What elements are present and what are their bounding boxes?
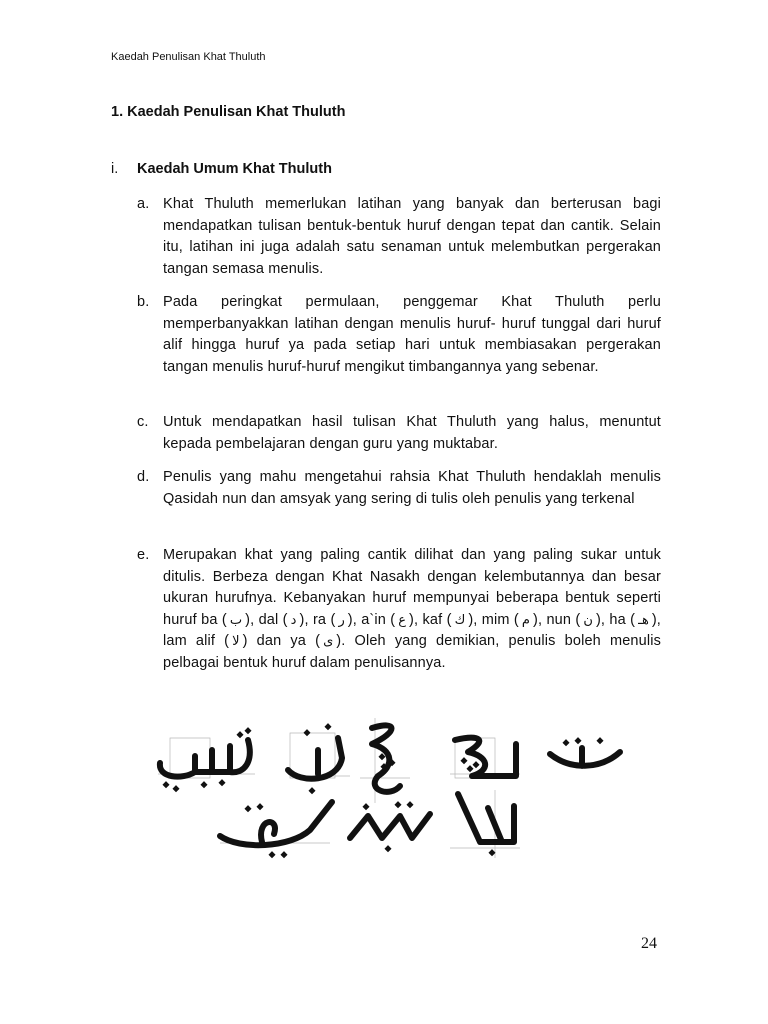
text-run: ), mim ( xyxy=(468,611,519,628)
list-item-e xyxy=(137,545,661,674)
list-item-text xyxy=(163,545,661,674)
arabic-letter-mim: م xyxy=(521,612,530,628)
arabic-letter-ra: ر xyxy=(338,612,345,628)
list-item-label: b. xyxy=(137,294,150,310)
arabic-letter-ya: ى xyxy=(323,634,334,649)
arabic-letter-nun: ن xyxy=(583,612,593,628)
list-item-text: Untuk mendapatkan hasil tulisan Khat Thuluth yang halus, menuntut kepada pembelajaran dengan guru yang muktabar. xyxy=(163,414,661,452)
calligraphy-thuluth-letter-forms-icon xyxy=(150,718,640,868)
list-item-label: c. xyxy=(137,414,149,430)
text-run: ), a`in ( xyxy=(347,611,396,628)
text-run: ). Oleh yang demikian, penulis boleh menulis pelbagai bentuk huruf dalam penulisannya. xyxy=(163,633,661,671)
text-run: ), ha ( xyxy=(595,611,636,628)
page-number: 24 xyxy=(641,935,657,952)
text-run: Merupakan khat yang paling cantik dilihat dan yang paling sukar untuk ditulis. Berbeza dengan Khat Nasakh dengan kelembutannya dan besar ukuran hurufnya. Kebanyakan huruf mempunyai beberapa bentuk seperti huruf ba ( xyxy=(163,547,661,628)
list-item-label: e. xyxy=(137,547,150,563)
list-item-b xyxy=(137,292,661,378)
running-header: Kaedah Penulisan Khat Thuluth xyxy=(111,51,266,63)
subsection-number: i. xyxy=(111,161,119,177)
subsection-title: Kaedah Umum Khat Thuluth xyxy=(137,161,332,177)
list-item-label: d. xyxy=(137,469,150,485)
text-run: ), ra ( xyxy=(299,611,336,628)
text-run: ), dal ( xyxy=(245,611,288,628)
section-title: 1. Kaedah Penulisan Khat Thuluth xyxy=(111,104,346,120)
list-item-d xyxy=(137,467,661,510)
list-item-c xyxy=(137,412,661,455)
text-run: ), nun ( xyxy=(532,611,581,628)
arabic-letter-dal: د xyxy=(290,612,297,628)
list-item-label: a. xyxy=(137,196,150,212)
arabic-letter-ha: هـ xyxy=(638,612,649,628)
list-item-a xyxy=(137,194,661,280)
list-item-text: Penulis yang mahu mengetahui rahsia Khat Thuluth hendaklah menulis Qasidah nun dan amsyak yang sering di tulis oleh penulis yang terkenal xyxy=(163,469,661,507)
list-item-text: Khat Thuluth memerlukan latihan yang banyak dan berterusan bagi mendapatkan tulisan bentuk-bentuk huruf dengan tepat dan cantik. Selain itu, latihan ini juga adalah satu senaman untuk melembutkan pergerakan tangan semasa menulis. xyxy=(163,196,661,277)
arabic-letter-kaf: ك xyxy=(454,612,466,628)
text-run: ), kaf ( xyxy=(409,611,452,628)
arabic-letter-ain: ع xyxy=(398,612,407,628)
text-run: ), lam alif ( xyxy=(163,611,661,649)
text-run: ) dan ya ( xyxy=(242,633,321,649)
arabic-letter-lam-alif: لا xyxy=(232,634,240,649)
arabic-letter-ba: ب xyxy=(229,612,243,628)
list-item-text: Pada peringkat permulaan, penggemar Khat Thuluth perlu memperbanyakkan latihan dengan menulis huruf- huruf tunggal dari huruf alif hingga huruf ya pada setiap hari untuk membiasakan pergerakan tangan menulis huruf-huruf mengikut timbangannya yang sebenar. xyxy=(163,294,661,375)
